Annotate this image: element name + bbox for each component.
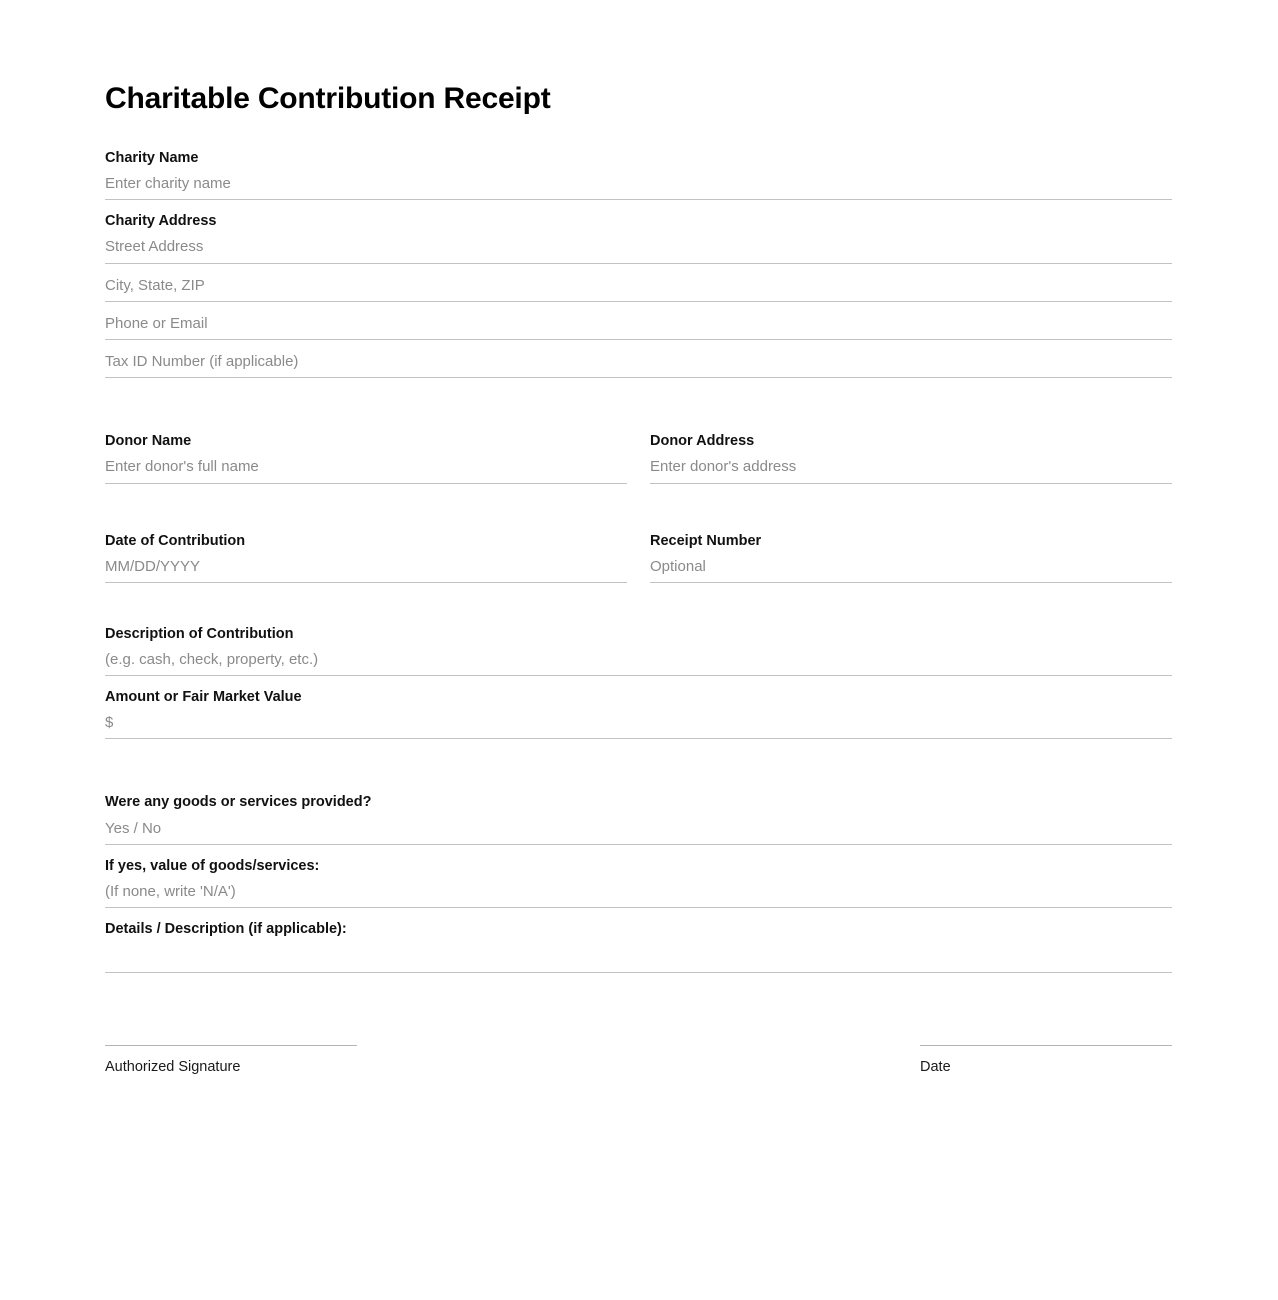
description-of-contribution-label: Description of Contribution — [105, 625, 294, 642]
donor-name-input[interactable] — [105, 457, 627, 483]
authorized-signature-caption: Authorized Signature — [105, 1059, 241, 1076]
charity-address-field-group — [105, 212, 1172, 263]
details-description-field-group — [105, 920, 1172, 973]
charity-phone-email-input[interactable] — [105, 314, 1172, 340]
spacer — [105, 583, 1172, 625]
donor-name-label: Donor Name — [105, 433, 192, 450]
donor-name-field-group — [105, 432, 627, 483]
charity-street-input[interactable] — [105, 237, 1172, 263]
details-description-textarea[interactable] — [105, 945, 1172, 973]
charity-city-state-zip-placeholder: City, State, ZIP — [105, 276, 205, 294]
charity-phone-email-placeholder: Phone or Email — [105, 314, 208, 332]
goods-services-question-label: Were any goods or services provided? — [105, 794, 372, 811]
donor-address-placeholder: Enter donor's address — [650, 458, 797, 476]
details-description-label: Details / Description (if applicable): — [105, 921, 347, 938]
authorized-signature-field-group — [105, 1045, 357, 1076]
receipt-number-placeholder: Optional — [650, 557, 706, 575]
signature-date-field-group — [920, 1045, 1172, 1076]
amount-field-group — [105, 688, 1172, 739]
donor-address-field-group — [650, 432, 1172, 483]
spacer — [105, 484, 1172, 532]
spacer — [105, 390, 1172, 432]
date-of-contribution-field-group — [105, 532, 627, 583]
goods-services-question-placeholder: Yes / No — [105, 819, 162, 837]
charity-city-state-zip-input[interactable] — [105, 276, 1172, 302]
amount-label: Amount or Fair Market Value — [105, 689, 302, 706]
receipt-number-input[interactable] — [650, 557, 1172, 583]
spacer — [105, 751, 1172, 793]
donor-address-label: Donor Address — [650, 433, 755, 450]
charity-name-placeholder: Enter charity name — [105, 175, 231, 193]
authorized-signature-input[interactable] — [105, 1045, 357, 1046]
description-of-contribution-field-group — [105, 625, 1172, 676]
date-of-contribution-label: Date of Contribution — [105, 532, 246, 549]
goods-services-value-input[interactable] — [105, 882, 1172, 908]
goods-services-question-field-group — [105, 793, 1172, 844]
donor-address-input[interactable] — [650, 457, 1172, 483]
amount-input[interactable] — [105, 713, 1172, 739]
charity-address-label: Charity Address — [105, 213, 217, 230]
page-title: Charitable Contribution Receipt — [105, 82, 551, 115]
charity-street-placeholder: Street Address — [105, 238, 204, 256]
donor-name-placeholder: Enter donor's full name — [105, 458, 259, 476]
goods-services-value-label: If yes, value of goods/services: — [105, 857, 320, 874]
charity-phone-email-field-group — [105, 314, 1172, 340]
charity-name-label: Charity Name — [105, 150, 199, 166]
charity-city-state-zip-field-group — [105, 276, 1172, 302]
date-of-contribution-placeholder: MM/DD/YYYY — [105, 557, 201, 575]
description-of-contribution-placeholder: (e.g. cash, check, property, etc.) — [105, 650, 319, 668]
donor-row — [105, 432, 1172, 483]
charity-tax-id-field-group — [105, 352, 1172, 378]
date-of-contribution-input[interactable] — [105, 557, 627, 583]
charity-tax-id-input[interactable] — [105, 352, 1172, 378]
description-of-contribution-input[interactable] — [105, 650, 1172, 676]
signature-date-input[interactable] — [920, 1045, 1172, 1046]
goods-services-value-placeholder: (If none, write 'N/A') — [105, 882, 236, 900]
amount-placeholder: $ — [105, 714, 114, 732]
receipt-number-field-group — [650, 532, 1172, 583]
charity-name-input[interactable] — [105, 174, 1172, 200]
goods-services-question-input[interactable] — [105, 819, 1172, 845]
receipt-number-label: Receipt Number — [650, 532, 762, 549]
signature-date-caption: Date — [920, 1059, 951, 1076]
goods-services-value-field-group — [105, 857, 1172, 908]
charity-name-field-group — [105, 149, 1172, 200]
charity-tax-id-placeholder: Tax ID Number (if applicable) — [105, 353, 299, 370]
contribution-meta-row — [105, 532, 1172, 583]
signature-row — [105, 1045, 1172, 1076]
